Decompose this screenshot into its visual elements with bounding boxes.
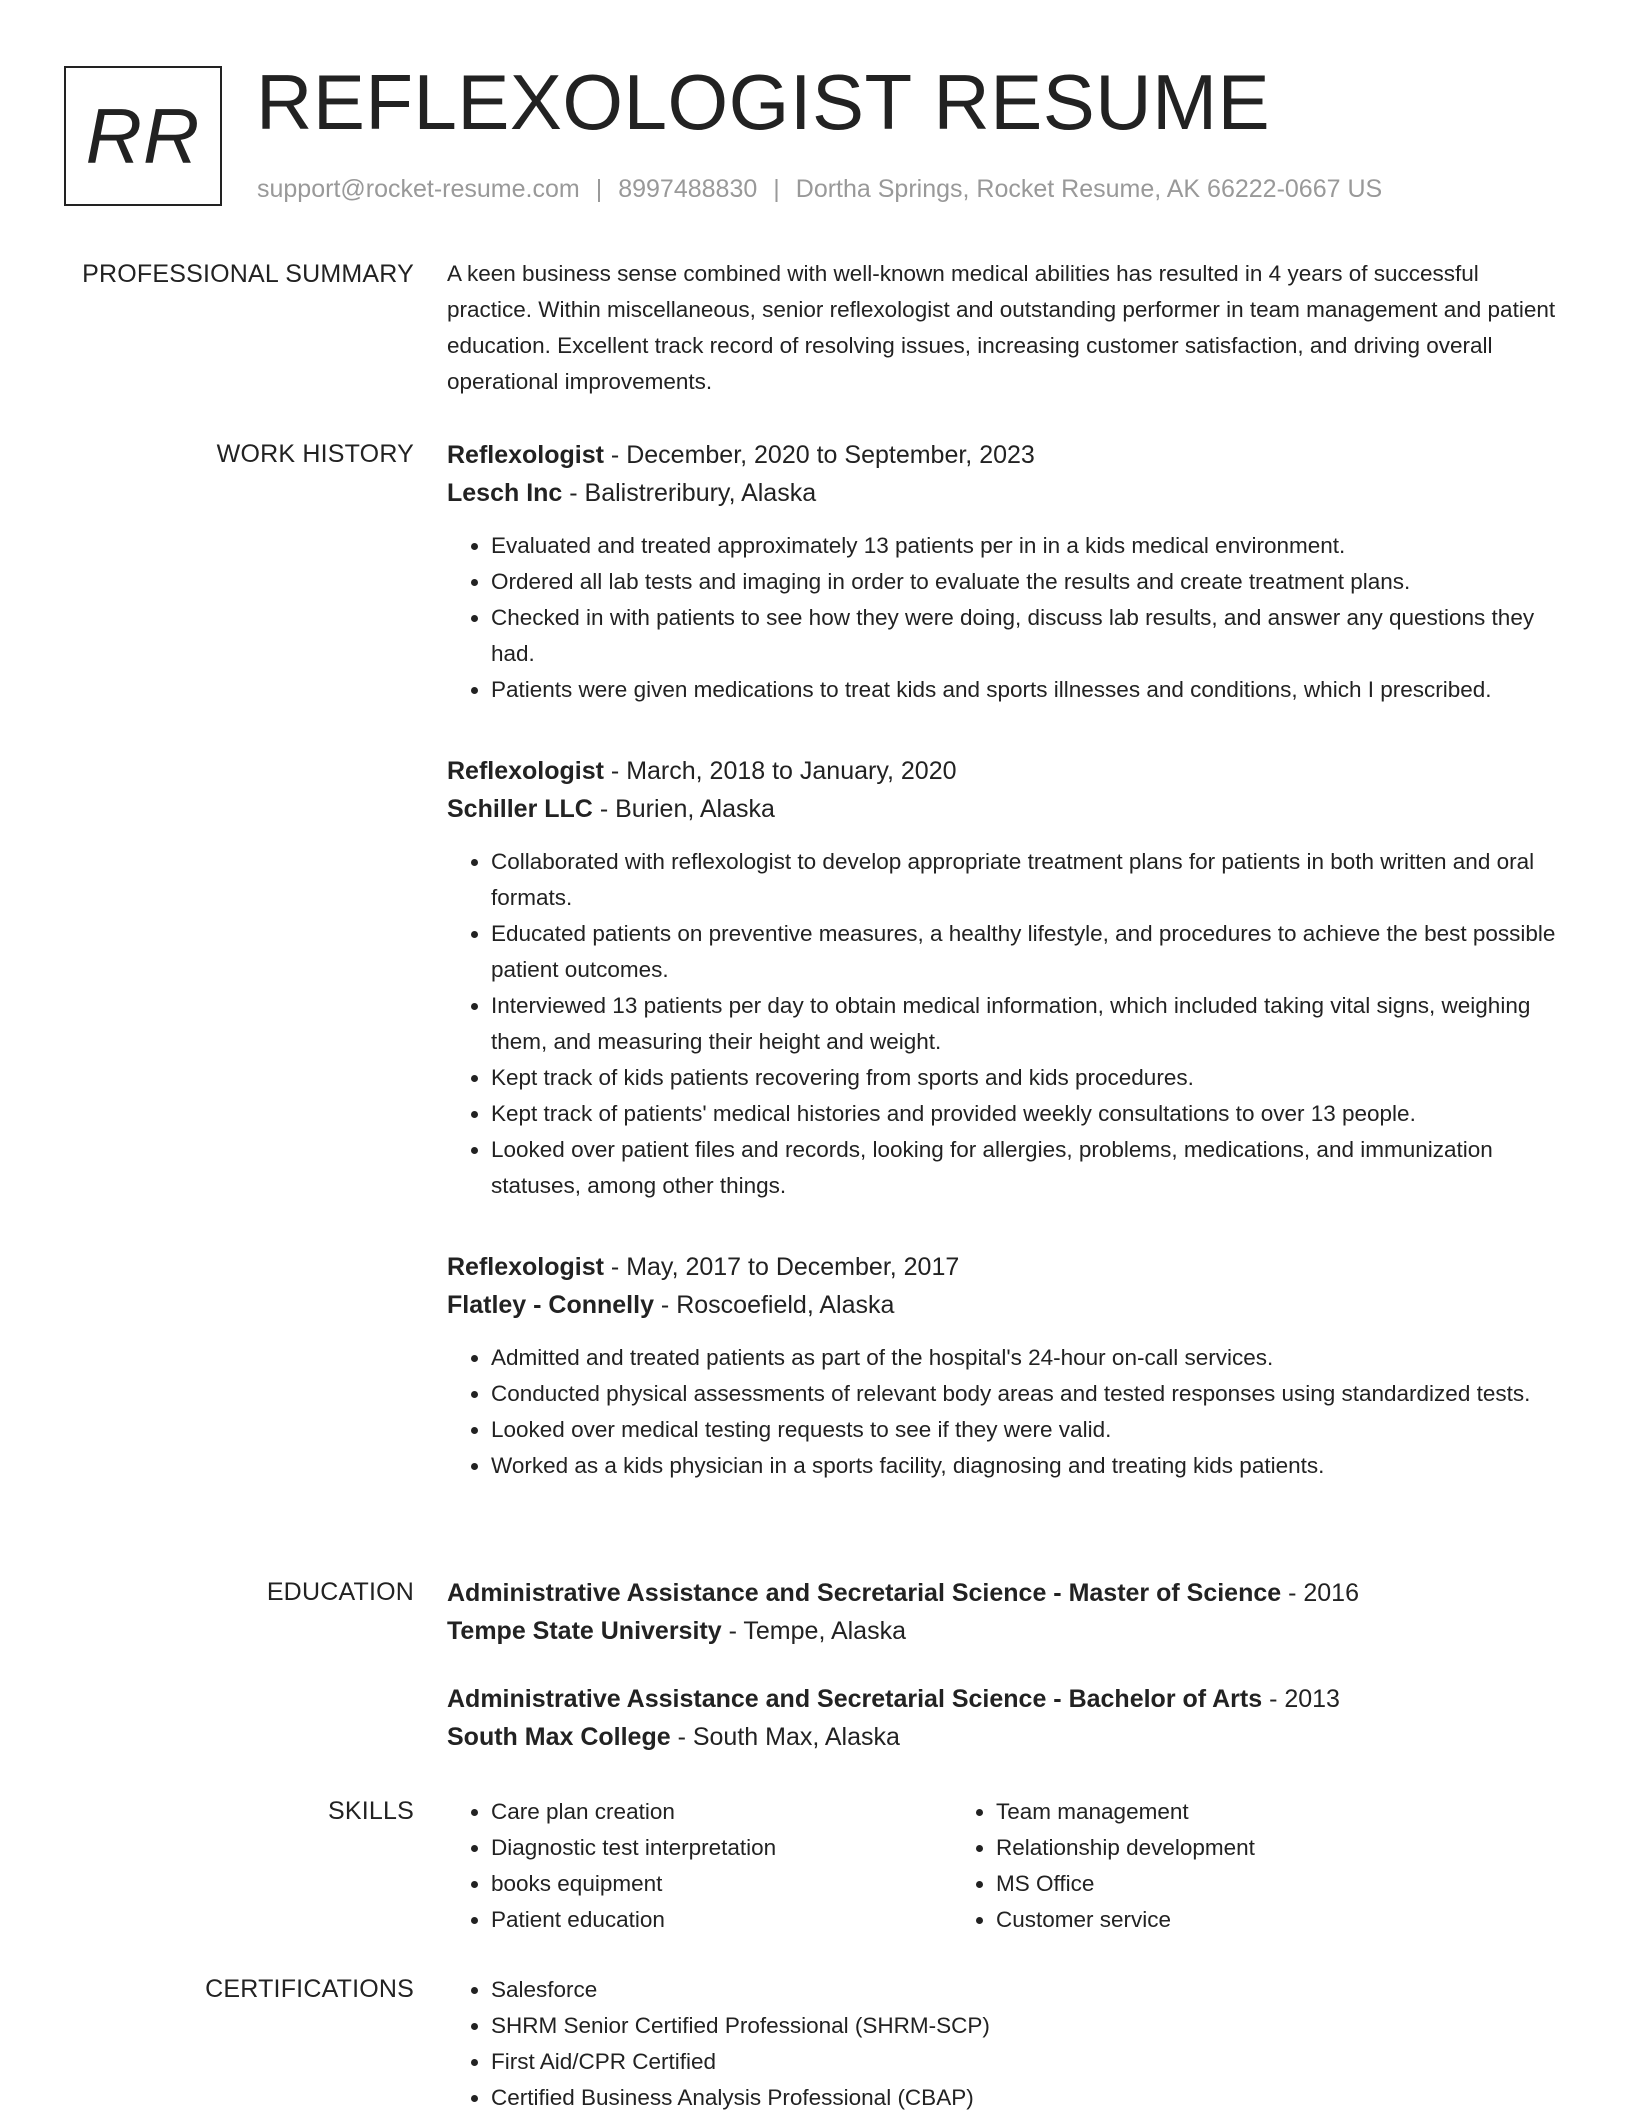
certification-item: • Salesforce [491, 1972, 1567, 2008]
contact-line [257, 172, 1382, 206]
skill-item: • Customer service [996, 1902, 1457, 1938]
section-label-summary: PROFESSIONAL SUMMARY [82, 260, 414, 288]
job-bullets [447, 1340, 1567, 1484]
job-bullet: • Conducted physical assessments of relevant body areas and tested responses using standardized tests. [491, 1376, 1567, 1412]
job-entry [447, 436, 1567, 708]
job-bullet: • Ordered all lab tests and imaging in order to evaluate the results and create treatment plans. [491, 564, 1567, 600]
job-title: Reflexologist [447, 757, 604, 785]
section-label-work-history: WORK HISTORY [216, 440, 414, 468]
section-label-certifications: CERTIFICATIONS [205, 1975, 414, 2003]
contact-email: support@rocket-resume.com [257, 175, 580, 203]
certification-item: • First Aid/CPR Certified [491, 2044, 1567, 2080]
education-year: - 2016 [1281, 1579, 1359, 1607]
skills-list-right [952, 1794, 1457, 1938]
education-list [447, 1574, 1567, 1756]
job-bullet: • Evaluated and treated approximately 13 patients per in in a kids medical environment. [491, 528, 1567, 564]
education-school: Tempe State University [447, 1617, 722, 1645]
job-dates: - March, 2018 to January, 2020 [603, 757, 957, 785]
education-entry [447, 1680, 1567, 1756]
job-entry [447, 1248, 1567, 1484]
education-degree-line [447, 1680, 1567, 1718]
education-location: - Tempe, Alaska [721, 1617, 906, 1645]
job-bullet: • Looked over patient files and records, looking for allergies, problems, medications, and immunization statuses, among other things. [491, 1132, 1567, 1204]
certification-item: • Certified Business Analysis Professional (CBAP) [491, 2080, 1567, 2116]
job-company: Flatley - Connelly [447, 1291, 654, 1319]
job-bullet: • Admitted and treated patients as part of the hospital's 24-hour on-call services. [491, 1340, 1567, 1376]
job-dates: - May, 2017 to December, 2017 [603, 1253, 960, 1281]
job-bullet: • Worked as a kids physician in a sports facility, diagnosing and treating kids patients. [491, 1448, 1567, 1484]
contact-separator: | [773, 175, 780, 203]
job-bullet: • Kept track of kids patients recovering from sports and kids procedures. [491, 1060, 1567, 1096]
education-location: - South Max, Alaska [670, 1723, 900, 1751]
job-title-line [447, 752, 1567, 790]
certification-item: • SHRM Senior Certified Professional (SHRM-SCP) [491, 2008, 1567, 2044]
job-company: Schiller LLC [447, 795, 593, 823]
skill-item: • books equipment [491, 1866, 952, 1902]
skill-item: • Care plan creation [491, 1794, 952, 1830]
job-dates: - December, 2020 to September, 2023 [603, 441, 1035, 469]
skill-item: • MS Office [996, 1866, 1457, 1902]
section-label-skills: SKILLS [328, 1797, 414, 1825]
education-entry [447, 1574, 1567, 1650]
skill-item: • Patient education [491, 1902, 952, 1938]
job-title-line [447, 1248, 1567, 1286]
contact-separator: | [595, 175, 603, 203]
summary-text: A keen business sense combined with well-known medical abilities has resulted in 4 years of successful practice. Within miscellaneous, senior reflexologist and outstanding performer in team management and patient education. Excellent track record of resolving issues, increasing customer satisfaction, and driving overall operational improvements. [447, 261, 1556, 394]
job-bullet: • Interviewed 13 patients per day to obtain medical information, which included taking vital signs, weighing them, and measuring their height and weight. [491, 988, 1567, 1060]
job-company: Lesch Inc [447, 479, 563, 507]
job-title: Reflexologist [447, 441, 604, 469]
job-company-line [447, 1286, 1567, 1324]
education-school-line [447, 1718, 1567, 1756]
job-company-line [447, 474, 1567, 512]
job-company-line [447, 790, 1567, 828]
education-degree: Administrative Assistance and Secretarial Science - Bachelor of Arts [447, 1685, 1263, 1713]
education-degree: Administrative Assistance and Secretarial Science - Master of Science [447, 1579, 1282, 1607]
job-bullet: • Collaborated with reflexologist to develop appropriate treatment plans for patients in both written and oral formats. [491, 844, 1567, 916]
job-title: Reflexologist [447, 1253, 604, 1281]
contact-phone: 8997488830 [618, 175, 758, 203]
education-school: South Max College [447, 1723, 671, 1751]
monogram-logo: RR [64, 66, 222, 206]
job-bullets [447, 528, 1567, 708]
job-location: - Balistreribury, Alaska [562, 479, 817, 507]
job-bullet: • Checked in with patients to see how they were doing, discuss lab results, and answer any questions they had. [491, 600, 1567, 672]
education-degree-line [447, 1574, 1567, 1612]
job-bullets [447, 844, 1567, 1204]
job-location: - Burien, Alaska [592, 795, 775, 823]
skill-item: • Team management [996, 1794, 1457, 1830]
job-bullet: • Patients were given medications to treat kids and sports illnesses and conditions, which I prescribed. [491, 672, 1567, 708]
job-location: - Roscoefield, Alaska [653, 1291, 895, 1319]
skill-item: • Relationship development [996, 1830, 1457, 1866]
skills-list-left [447, 1794, 952, 1938]
job-title-line [447, 436, 1567, 474]
contact-address: Dortha Springs, Rocket Resume, AK 66222-0667 US [795, 175, 1383, 203]
education-school-line [447, 1612, 1567, 1650]
certifications-list [447, 1972, 1567, 2116]
skill-item: • Diagnostic test interpretation [491, 1830, 952, 1866]
section-label-education: EDUCATION [266, 1578, 414, 1606]
job-bullet: • Educated patients on preventive measures, a healthy lifestyle, and procedures to achieve the best possible patient outcomes. [491, 916, 1567, 988]
job-entry [447, 752, 1567, 1204]
job-bullet: • Kept track of patients' medical histories and provided weekly consultations to over 13 people. [491, 1096, 1567, 1132]
work-history-list [447, 436, 1567, 1484]
education-year: - 2013 [1262, 1685, 1340, 1713]
page-title: REFLEXOLOGIST RESUME [256, 58, 1271, 146]
job-bullet: • Looked over medical testing requests to see if they were valid. [491, 1412, 1567, 1448]
